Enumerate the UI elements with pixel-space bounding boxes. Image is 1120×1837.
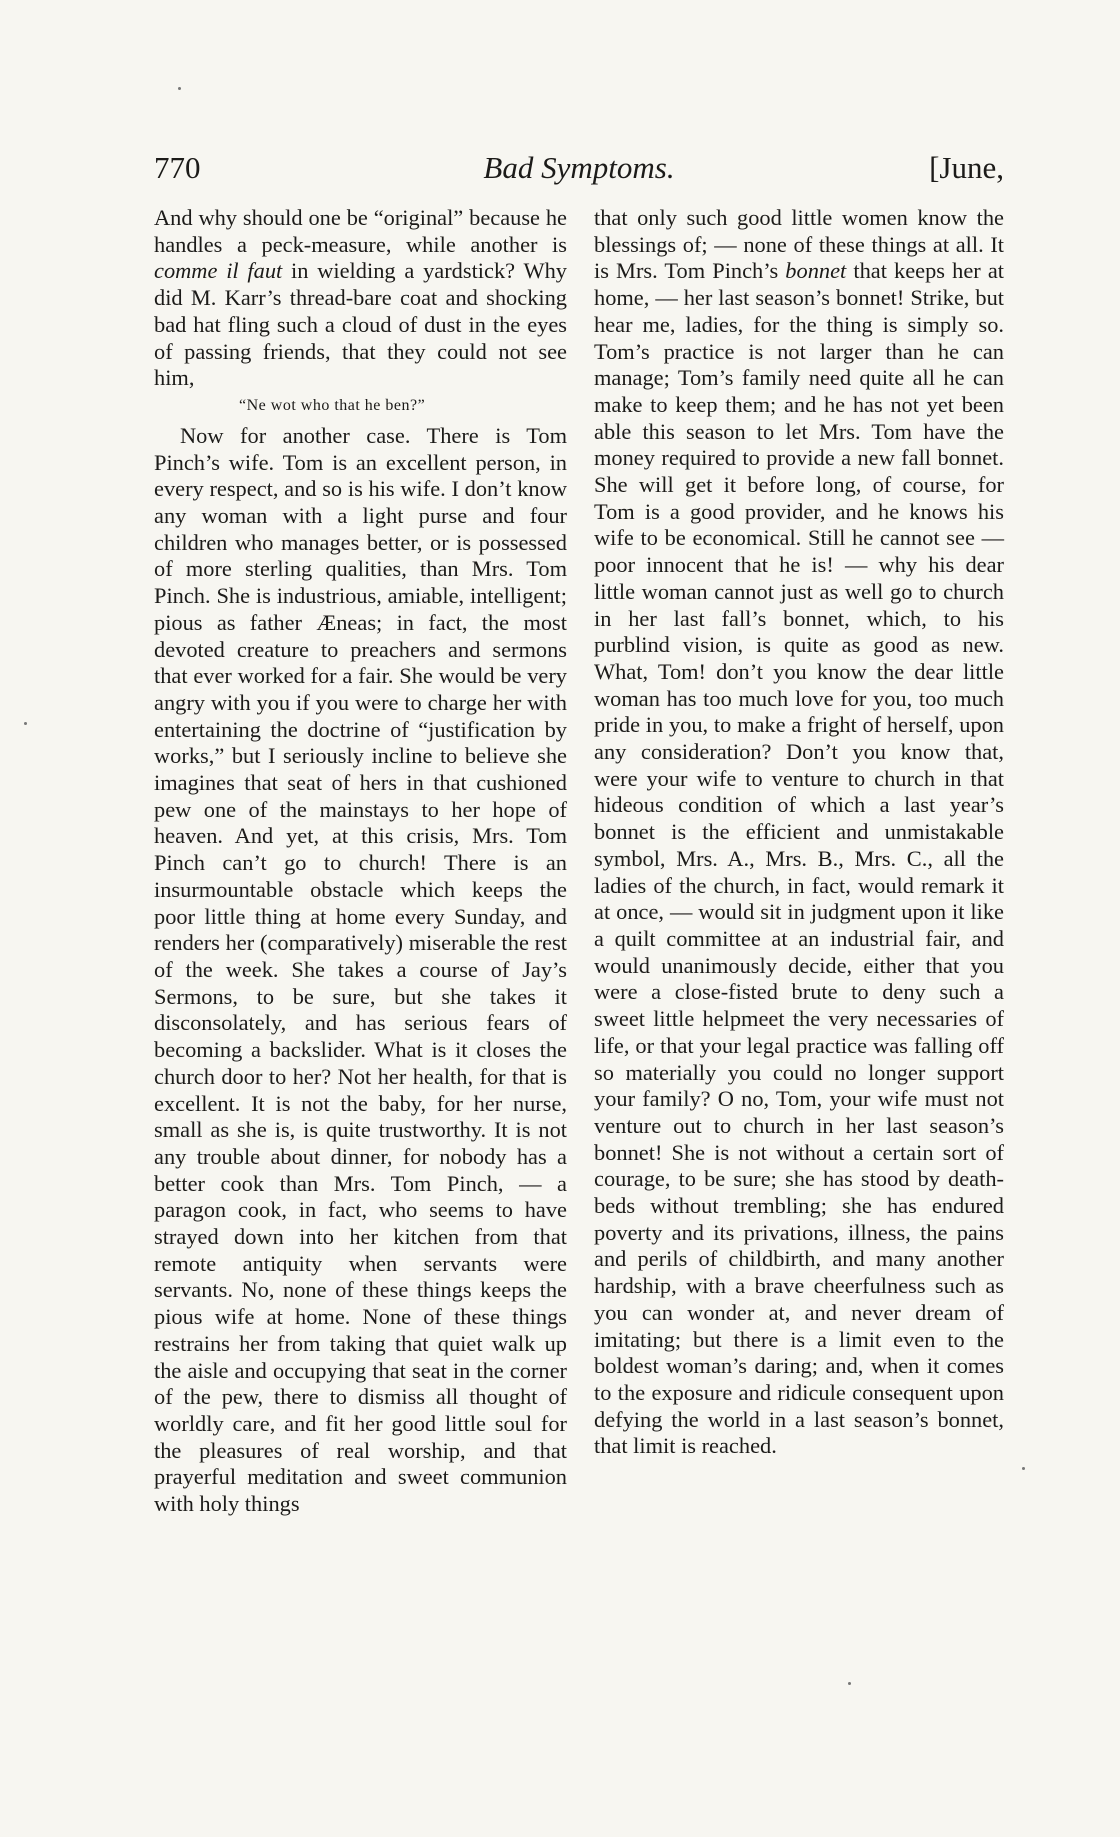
right-column xyxy=(594,205,1004,1460)
text-run: in wielding a yardstick? Why did M. Karr’s thread-bare coat and shocking bad hat fling such a cloud of dust in the eyes of passing friends, that they could not see him, xyxy=(154,258,567,391)
paragraph: Now for another case. There is Tom Pinch’s wife. Tom is an excellent person, in every respect, and so is his wife. I don’t know any woman with a light purse and four children who manages better, or is possessed of more sterling qualities, than Mrs. Tom Pinch. She is industrious, amiable, intelligent; pious as father Æneas; in fact, the most devoted creature to preachers and sermons that ever worked for a fair. She would be very angry with you if you were to charge her with entertaining the doctrine of “justification by works,” but I seriously incline to believe she imagines that seat of hers in that cushioned pew one of the mainstays to her hope of heaven. And yet, at this crisis, Mrs. Tom Pinch can’t go to church! There is an insurmountable obstacle which keeps the poor little thing at home every Sunday, and renders her (comparatively) miserable the rest of the week. She takes a course of Jay’s Sermons, to be sure, but she takes it disconsolately, and has serious fears of becoming a backslider. What is it closes the church door to her? Not her health, for that is excellent. It is not the baby, for her nurse, small as she is, is quite trustworthy. It is not any trouble about dinner, for nobody has a better cook than Mrs. Tom Pinch, — a paragon cook, in fact, who seems to have strayed down into her kitchen from that remote antiquity when servants were servants. No, none of these things keeps the pious wife at home. None of these things restrains her from taking that quiet walk up the aisle and occupying that seat in the corner of the pew, there to dismiss all thought of worldly care, and fit her good little soul for the pleasures of real worship, and that prayerful meditation and sweet communion with holy things xyxy=(154,422,567,1517)
running-date: [June, xyxy=(929,150,1004,185)
paragraph-continued xyxy=(154,205,567,392)
italic-phrase: comme il faut xyxy=(154,258,283,284)
left-column xyxy=(154,205,567,1518)
running-title: Bad Symptoms. xyxy=(483,150,675,185)
paragraph-continued xyxy=(594,205,1004,1460)
text-run: that keeps her at home, — her last season’s bonnet! Strike, but hear me, ladies, for the thing is simply so. Tom’s practice is not larger than he can manage; Tom’s family need quite all he can make to keep them; and he has not yet been able this season to let Mrs. Tom have the money required to provide a new fall bonnet. She will get it before long, of course, for Tom is a good provider, and he knows his wife to be economical. Still he cannot see — poor innocent that he is! — why his dear little woman cannot just as well go to church in her last fall’s bonnet, which, to his purblind vision, is quite as good as new. What, Tom! don’t you know the dear little woman has too much love for you, too much pride in you, to make a fright of herself, upon any consideration? Don’t you know that, were your wife to venture to church in that hideous condition of which a last year’s bonnet is the efficient and unmistakable symbol, Mrs. A., Mrs. B., Mrs. C., all the ladies of the church, in fact, would remark it at once, — would sit in judgment upon it like a quilt committee at an industrial fair, and would unanimously decide, either that you were a close-fisted brute to deny such a sweet little helpmeet the very necessaries of life, or that your legal practice was falling off so materially you could no longer support your family? O no, Tom, your wife must not venture out to church in her last season’s bonnet! She is not without a certain sort of courage, to be sure; she has stood by death-beds without trembling; she has endured poverty and its privations, illness, the pains and perils of childbirth, and many another hardship, with a brave cheerfulness such as you can wonder at, and never dream of imitating; but there is a limit even to the boldest woman’s daring; and, when it comes to the exposure and ridicule consequent upon defying the world in a last season’s bonnet, that limit is reached. xyxy=(594,258,1004,1459)
print-speck xyxy=(24,722,27,725)
print-speck xyxy=(1022,1467,1025,1470)
print-speck xyxy=(178,87,181,90)
italic-word: bonnet xyxy=(785,258,847,284)
text-run: that only such good little women know the blessings of; — none of these things at all. It is Mrs. Tom Pinch’s xyxy=(594,205,1004,284)
text-run: And why should one be “original” because he handles a peck-measure, while another is xyxy=(154,205,567,257)
verse-quotation: “Ne wot who that he ben?” xyxy=(239,396,426,414)
running-head xyxy=(154,150,1004,190)
page-number: 770 xyxy=(154,150,201,185)
print-speck xyxy=(848,1682,851,1685)
